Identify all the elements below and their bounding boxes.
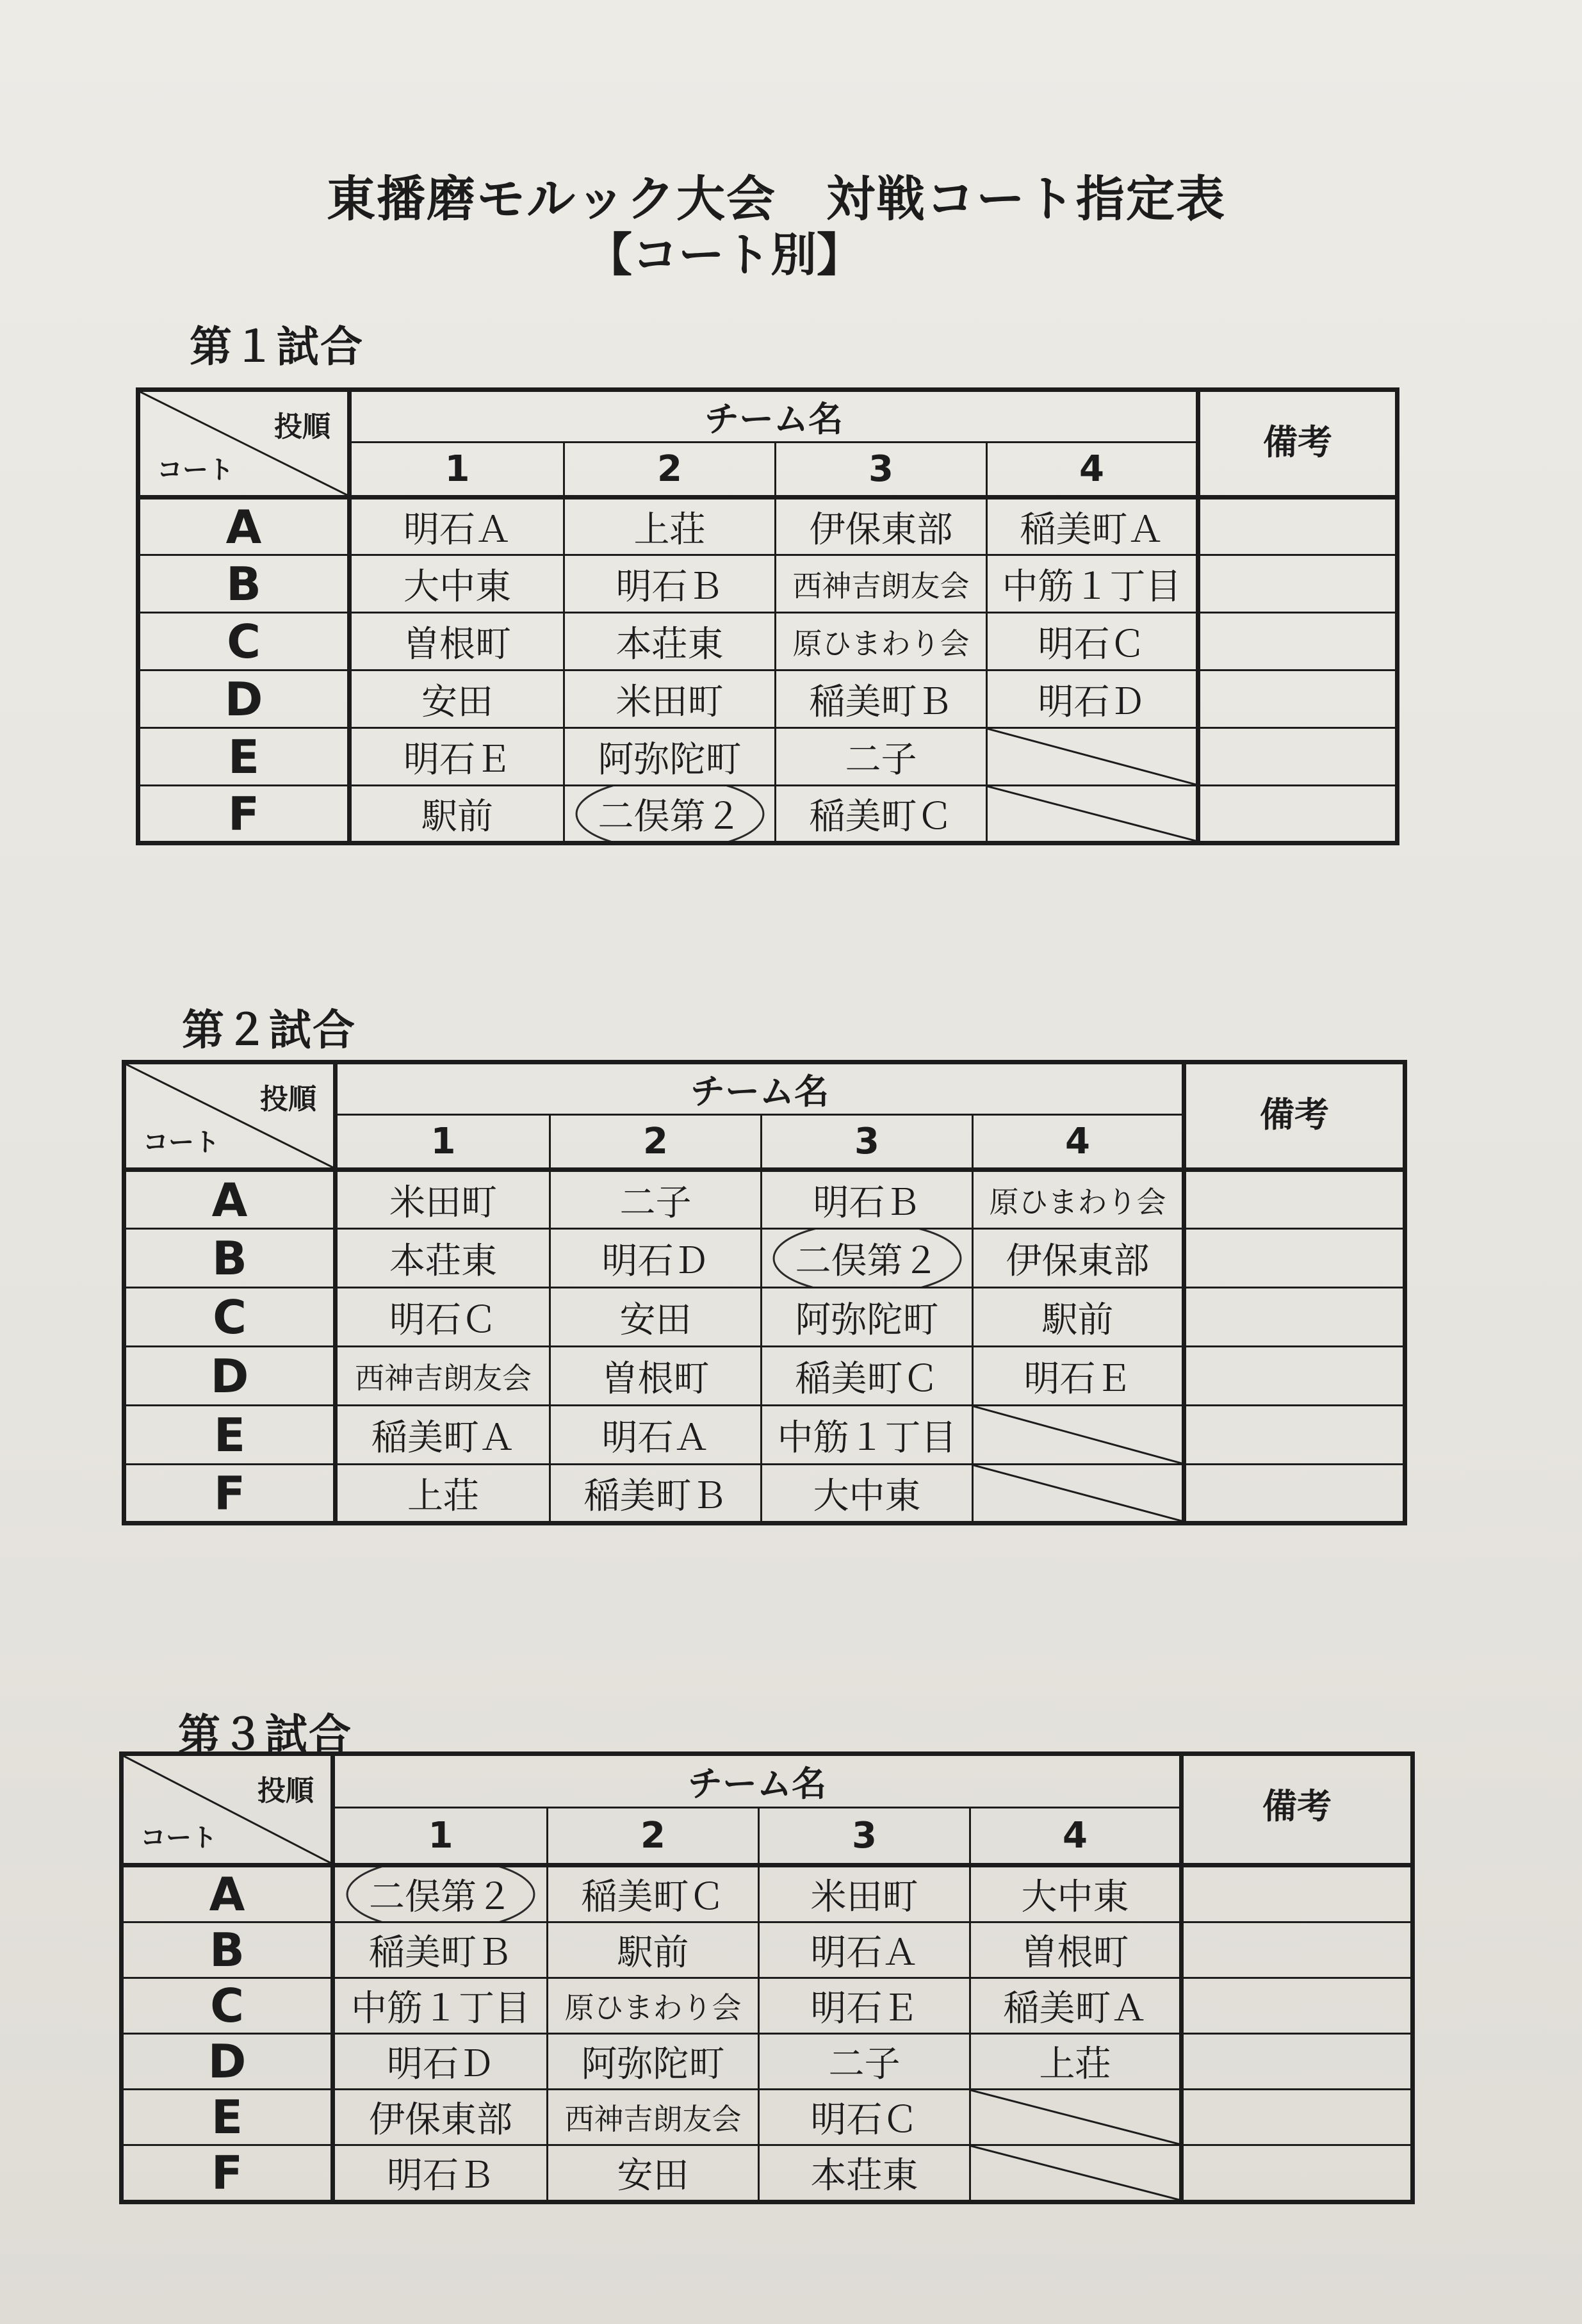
team-cell: 大中東 <box>970 1865 1182 1922</box>
court-row <box>138 670 1398 728</box>
team-cell: 大中東 <box>762 1465 973 1524</box>
court-letter: A <box>122 1865 333 1922</box>
remarks-cell <box>1198 786 1398 843</box>
team-cell: 二子 <box>776 728 987 786</box>
team-cell: 阿弥陀町 <box>548 2034 759 2090</box>
team-cell: 米田町 <box>336 1170 550 1229</box>
empty-slot-diagonal <box>987 786 1198 843</box>
throw-order-label: 投順 <box>257 1775 314 1807</box>
team-cell: 本荘東 <box>336 1229 550 1288</box>
remarks-cell <box>1184 1229 1405 1288</box>
game-2-court-table <box>122 1060 1407 1525</box>
game-1-label: 第１試合 <box>190 322 364 371</box>
court-letter: F <box>124 1465 336 1524</box>
court-label: コート <box>157 455 234 485</box>
empty-slot-diagonal <box>973 1406 1184 1465</box>
remarks-cell <box>1198 728 1398 786</box>
team-cell: 明石Ｃ <box>987 613 1198 670</box>
team-cell: 本荘東 <box>759 2145 970 2202</box>
court-letter: E <box>138 728 350 786</box>
team-cell: 曽根町 <box>350 613 564 670</box>
team-cell: 稲美町Ｃ <box>776 786 987 843</box>
team-cell: 曽根町 <box>550 1347 762 1406</box>
team-cell: 明石Ａ <box>550 1406 762 1465</box>
empty-slot-diagonal <box>973 1465 1184 1524</box>
circled-team-name: 二俣第２ <box>598 788 742 840</box>
court-row <box>122 1922 1413 1978</box>
court-row <box>122 2090 1413 2145</box>
throw-order-label: 投順 <box>260 1083 316 1116</box>
team-cell: 稲美町Ｂ <box>333 1922 548 1978</box>
court-letter: A <box>138 498 350 555</box>
team-cell: 稲美町Ｃ <box>762 1347 973 1406</box>
court-row <box>124 1288 1405 1347</box>
team-cell: 明石Ｅ <box>350 728 564 786</box>
court-label: コート <box>140 1823 217 1853</box>
team-cell: 原ひまわり会 <box>973 1170 1184 1229</box>
team-cell: 西神吉朗友会 <box>548 2090 759 2145</box>
team-cell: 明石Ｅ <box>973 1347 1184 1406</box>
team-cell: 明石Ａ <box>350 498 564 555</box>
team-cell: 明石Ｄ <box>987 670 1198 728</box>
remarks-cell <box>1184 1170 1405 1229</box>
court-row <box>124 1229 1405 1288</box>
empty-slot-diagonal <box>970 2090 1182 2145</box>
team-cell: 中筋１丁目 <box>333 1978 548 2034</box>
court-letter: B <box>138 555 350 613</box>
circled-team-name: 二俣第２ <box>369 1869 512 1920</box>
team-name-header: チーム名 <box>333 1754 1182 1808</box>
court-letter: C <box>124 1288 336 1347</box>
team-cell: 明石Ａ <box>759 1922 970 1978</box>
court-label: コート <box>143 1128 220 1157</box>
game-3-label: 第３試合 <box>178 1710 352 1759</box>
remarks-cell <box>1182 2090 1413 2145</box>
throw-order-3-header: 3 <box>776 443 987 498</box>
remarks-cell <box>1182 2034 1413 2090</box>
team-cell: 明石Ｂ <box>333 2145 548 2202</box>
header-diagonal-cell <box>138 390 350 498</box>
team-cell: 伊保東部 <box>333 2090 548 2145</box>
team-cell: 稲美町Ｂ <box>550 1465 762 1524</box>
team-cell: 阿弥陀町 <box>564 728 776 786</box>
team-cell: 米田町 <box>759 1865 970 1922</box>
court-row <box>138 613 1398 670</box>
throw-order-2-header: 2 <box>548 1808 759 1865</box>
team-cell: 明石Ｃ <box>336 1288 550 1347</box>
court-row <box>138 555 1398 613</box>
remarks-header: 備考 <box>1184 1062 1405 1170</box>
remarks-cell <box>1182 1922 1413 1978</box>
team-cell <box>333 1865 548 1922</box>
team-cell: 中筋１丁目 <box>762 1406 973 1465</box>
court-letter: E <box>124 1406 336 1465</box>
throw-order-4-header: 4 <box>987 443 1198 498</box>
circled-team-name: 二俣第２ <box>795 1233 939 1284</box>
document-subtitle: 【コート別】 <box>586 228 863 282</box>
remarks-cell <box>1184 1288 1405 1347</box>
team-cell: 安田 <box>550 1288 762 1347</box>
team-name-header: チーム名 <box>350 390 1198 443</box>
team-cell: 明石Ｅ <box>759 1978 970 2034</box>
team-cell: 米田町 <box>564 670 776 728</box>
throw-order-1-header: 1 <box>350 443 564 498</box>
throw-order-4-header: 4 <box>970 1808 1182 1865</box>
team-cell: 二子 <box>759 2034 970 2090</box>
remarks-cell <box>1198 613 1398 670</box>
remarks-header: 備考 <box>1198 390 1398 498</box>
header-diagonal-cell <box>122 1754 333 1865</box>
remarks-header: 備考 <box>1182 1754 1413 1865</box>
document-title: 東播磨モルック大会 対戦コート指定表 <box>327 170 1226 227</box>
team-cell: 稲美町Ａ <box>336 1406 550 1465</box>
team-cell: 原ひまわり会 <box>776 613 987 670</box>
team-cell: 上荘 <box>336 1465 550 1524</box>
team-cell: 稲美町Ｃ <box>548 1865 759 1922</box>
court-letter: A <box>124 1170 336 1229</box>
court-row <box>124 1347 1405 1406</box>
hand-drawn-circle-mark <box>343 1865 538 1922</box>
team-cell: 上荘 <box>970 2034 1182 2090</box>
team-cell: 駅前 <box>973 1288 1184 1347</box>
team-cell: 阿弥陀町 <box>762 1288 973 1347</box>
team-cell: 駅前 <box>350 786 564 843</box>
court-row <box>122 1978 1413 2034</box>
team-cell <box>762 1229 973 1288</box>
team-cell: 明石Ｂ <box>762 1170 973 1229</box>
court-letter: F <box>138 786 350 843</box>
court-letter: C <box>138 613 350 670</box>
court-row <box>122 2034 1413 2090</box>
remarks-cell <box>1184 1347 1405 1406</box>
team-cell: 二子 <box>550 1170 762 1229</box>
remarks-cell <box>1182 1978 1413 2034</box>
court-row <box>124 1406 1405 1465</box>
remarks-cell <box>1198 498 1398 555</box>
team-cell: 駅前 <box>548 1922 759 1978</box>
throw-order-3-header: 3 <box>762 1115 973 1170</box>
empty-slot-diagonal <box>970 2145 1182 2202</box>
court-row <box>138 786 1398 843</box>
throw-order-1-header: 1 <box>336 1115 550 1170</box>
throw-order-2-header: 2 <box>550 1115 762 1170</box>
team-cell: 安田 <box>350 670 564 728</box>
team-cell: 原ひまわり会 <box>548 1978 759 2034</box>
team-cell: 明石Ｂ <box>564 555 776 613</box>
throw-order-label: 投順 <box>274 410 330 443</box>
game-1-court-table <box>136 387 1399 845</box>
remarks-cell <box>1198 555 1398 613</box>
throw-order-3-header: 3 <box>759 1808 970 1865</box>
court-row <box>124 1170 1405 1229</box>
game-2-label: 第２試合 <box>182 1005 356 1055</box>
court-letter: B <box>124 1229 336 1288</box>
team-cell: 安田 <box>548 2145 759 2202</box>
empty-slot-diagonal <box>987 728 1198 786</box>
team-cell: 稲美町Ａ <box>987 498 1198 555</box>
remarks-cell <box>1184 1465 1405 1524</box>
court-row <box>122 2145 1413 2202</box>
remarks-cell <box>1184 1406 1405 1465</box>
court-row <box>122 1865 1413 1922</box>
team-cell: 伊保東部 <box>776 498 987 555</box>
team-cell: 明石Ｃ <box>759 2090 970 2145</box>
team-cell: 明石Ｄ <box>550 1229 762 1288</box>
court-letter: D <box>124 1347 336 1406</box>
court-row <box>138 498 1398 555</box>
court-letter: F <box>122 2145 333 2202</box>
remarks-cell <box>1182 1865 1413 1922</box>
team-cell: 稲美町Ｂ <box>776 670 987 728</box>
team-cell: 上荘 <box>564 498 776 555</box>
team-cell: 伊保東部 <box>973 1229 1184 1288</box>
remarks-cell <box>1182 2145 1413 2202</box>
game-3-court-table <box>119 1751 1415 2204</box>
court-letter: B <box>122 1922 333 1978</box>
throw-order-1-header: 1 <box>333 1808 548 1865</box>
team-cell <box>564 786 776 843</box>
throw-order-2-header: 2 <box>564 443 776 498</box>
team-cell: 本荘東 <box>564 613 776 670</box>
team-cell: 中筋１丁目 <box>987 555 1198 613</box>
court-letter: E <box>122 2090 333 2145</box>
team-cell: 大中東 <box>350 555 564 613</box>
court-row <box>138 728 1398 786</box>
team-name-header: チーム名 <box>336 1062 1184 1115</box>
court-letter: C <box>122 1978 333 2034</box>
team-cell: 曽根町 <box>970 1922 1182 1978</box>
hand-drawn-circle-mark <box>573 786 767 843</box>
court-letter: D <box>138 670 350 728</box>
header-diagonal-cell <box>124 1062 336 1170</box>
throw-order-4-header: 4 <box>973 1115 1184 1170</box>
hand-drawn-circle-mark <box>770 1229 965 1288</box>
remarks-cell <box>1198 670 1398 728</box>
court-row <box>124 1465 1405 1524</box>
team-cell: 稲美町Ａ <box>970 1978 1182 2034</box>
team-cell: 西神吉朗友会 <box>776 555 987 613</box>
team-cell: 明石Ｄ <box>333 2034 548 2090</box>
team-cell: 西神吉朗友会 <box>336 1347 550 1406</box>
court-letter: D <box>122 2034 333 2090</box>
